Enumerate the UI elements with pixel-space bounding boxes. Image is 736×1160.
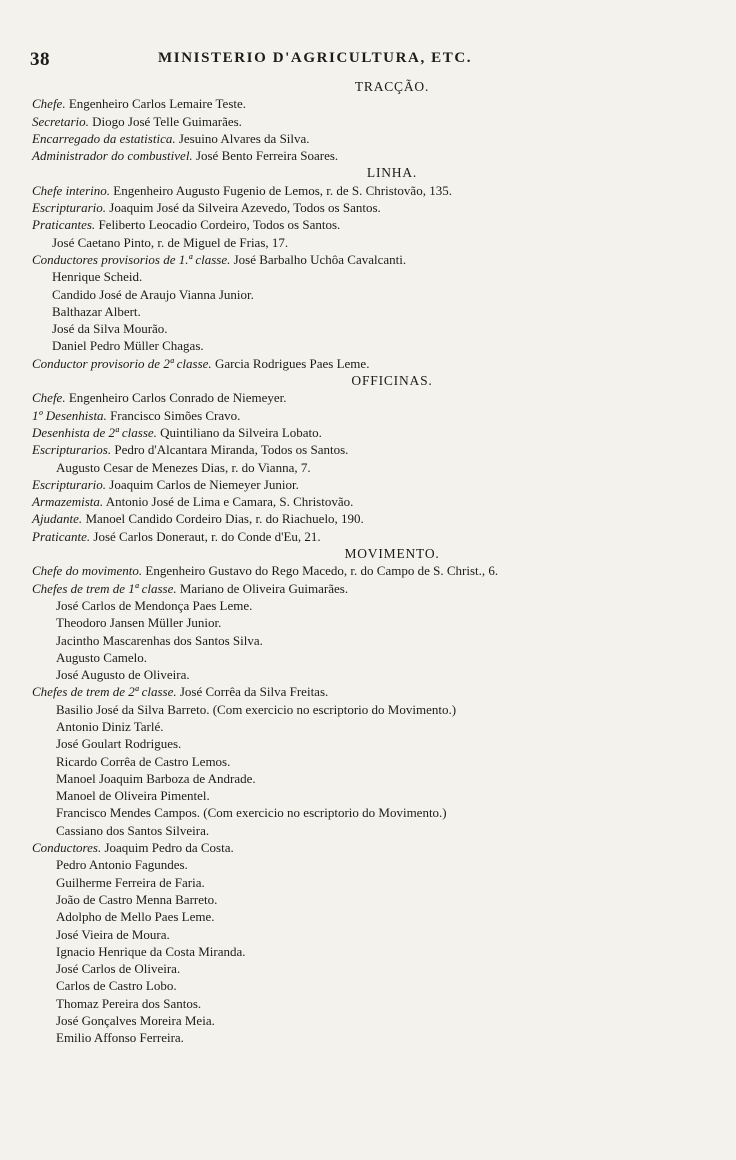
entry-line — [32, 234, 722, 251]
section-title: TRACÇÃO. — [354, 79, 430, 94]
entry-line — [32, 337, 722, 354]
entry-role: Praticantes. — [32, 217, 96, 233]
entry-line — [32, 216, 722, 233]
entry-role: Conductores. — [32, 840, 102, 856]
entry-role: Conductor provisorio de 2ª classe. — [32, 355, 212, 371]
entry-line — [32, 459, 722, 476]
entry-text: José Carlos de Oliveira. — [56, 961, 181, 977]
entry-line — [32, 874, 722, 891]
entry-text: Joaquim José da Silveira Azevedo, Todos os Santos. — [109, 200, 381, 216]
entry-text: Thomaz Pereira dos Santos. — [56, 995, 202, 1011]
entry-line — [32, 355, 722, 372]
entry-role: Chefe do movimento. — [32, 563, 143, 579]
entry-text: Carlos de Castro Lobo. — [56, 978, 177, 994]
entry-role: Administrador do combustivel. — [32, 148, 193, 164]
entry-text: José Carlos de Mendonça Paes Leme. — [56, 597, 253, 613]
entry-text: Adolpho de Mello Paes Leme. — [56, 909, 215, 925]
entry-line — [32, 441, 722, 458]
entry-text: Antonio José de Lima e Camara, S. Christovão. — [105, 494, 354, 510]
entry-text: José da Silva Mourão. — [52, 321, 168, 337]
entry-line — [32, 320, 722, 337]
page-number: 38 — [30, 49, 50, 70]
entry-text: Manoel Joaquim Barboza de Andrade. — [56, 770, 256, 786]
entry-line — [32, 493, 722, 510]
entry-text: Engenheiro Carlos Conrado de Niemeyer. — [68, 390, 287, 406]
entry-line — [32, 268, 722, 285]
entry-text: Cassiano dos Santos Silveira. — [56, 822, 210, 838]
entry-text: Henrique Scheid. — [52, 269, 143, 285]
entry-line — [32, 389, 722, 406]
entry-line — [32, 476, 722, 493]
entry-text: Daniel Pedro Müller Chagas. — [52, 338, 204, 354]
entry-text: Pedro Antonio Fagundes. — [56, 857, 188, 873]
entry-line — [32, 822, 722, 839]
entry-text: Ignacio Henrique da Costa Miranda. — [56, 943, 246, 959]
entry-text: Manoel de Oliveira Pimentel. — [56, 788, 210, 804]
entry-line — [32, 856, 722, 873]
entry-line — [32, 632, 722, 649]
entry-text: Garcia Rodrigues Paes Leme. — [214, 355, 370, 371]
entry-text: João de Castro Menna Barreto. — [56, 891, 218, 907]
entry-text: José Goulart Rodrigues. — [56, 736, 182, 752]
entry-text: Manoel Candido Cordeiro Dias, r. do Riachuelo, 190. — [85, 511, 364, 527]
entry-line — [32, 735, 722, 752]
entry-line — [32, 649, 722, 666]
entry-text: José Caetano Pinto, r. de Miguel de Frias, 17. — [52, 234, 289, 250]
entry-line — [32, 770, 722, 787]
entry-line — [32, 683, 722, 700]
entry-role: Encarregado da estatistica. — [32, 130, 176, 146]
entry-text: Joaquim Pedro da Costa. — [104, 840, 234, 856]
entry-role: Armazemista. — [32, 494, 104, 510]
entry-text: Mariano de Oliveira Guimarães. — [179, 580, 349, 596]
entry-line — [32, 908, 722, 925]
entry-role: Ajudante. — [32, 511, 83, 527]
entry-line — [32, 510, 722, 527]
entry-line — [32, 1012, 722, 1029]
entry-line — [32, 303, 722, 320]
entry-text: José Barbalho Uchôa Cavalcanti. — [233, 251, 407, 267]
entry-line — [32, 597, 722, 614]
entry-role: Escripturario. — [32, 200, 107, 216]
entry-text: Engenheiro Carlos Lemaire Teste. — [68, 96, 247, 112]
entry-line — [32, 199, 722, 216]
running-header: MINISTERIO D'AGRICULTURA, ETC. — [158, 50, 473, 66]
entry-role: Chefe interino. — [32, 182, 110, 198]
entry-text: Candido José de Araujo Vianna Junior. — [52, 286, 254, 302]
entry-role: Chefes de trem de 2ª classe. — [32, 684, 177, 700]
entry-text: Jacintho Mascarenhas dos Santos Silva. — [56, 632, 263, 648]
entry-text: José Augusto de Oliveira. — [56, 667, 190, 683]
entry-text: Augusto Camelo. — [56, 649, 147, 665]
entry-text: Diogo José Telle Guimarães. — [92, 113, 242, 129]
entry-line — [32, 891, 722, 908]
entry-text: José Vieira de Moura. — [56, 926, 170, 942]
entry-text: Ricardo Corrêa de Castro Lemos. — [56, 753, 231, 769]
entry-role: 1º Desenhista. — [32, 407, 107, 423]
entry-line — [32, 753, 722, 770]
entry-role: Desenhista de 2ª classe. — [32, 424, 157, 440]
entry-text: Guilherme Ferreira de Faria. — [56, 874, 205, 890]
entry-role: Conductores provisorios de 1.ª classe. — [32, 251, 231, 267]
entry-role: Chefe. — [32, 96, 66, 112]
entry-line — [32, 286, 722, 303]
entry-role: Escripturario. — [32, 476, 107, 492]
entry-text: Francisco Simões Cravo. — [110, 407, 241, 423]
entry-line — [32, 718, 722, 735]
entry-line — [32, 580, 722, 597]
entry-text: Theodoro Jansen Müller Junior. — [56, 615, 222, 631]
entry-text: José Bento Ferreira Soares. — [195, 148, 339, 164]
entry-text: Augusto Cesar de Menezes Dias, r. do Vianna, 7. — [56, 459, 311, 475]
entry-line — [32, 804, 722, 821]
entry-line — [32, 95, 722, 112]
entry-line — [32, 562, 722, 579]
entry-role: Secretario. — [32, 113, 89, 129]
entry-text: José Gonçalves Moreira Meia. — [56, 1013, 215, 1029]
entry-text: Quintiliano da Silveira Lobato. — [160, 424, 322, 440]
entry-role: Chefe. — [32, 390, 66, 406]
section-title: LINHA. — [366, 165, 418, 181]
entry-text: Joaquim Carlos de Niemeyer Junior. — [109, 476, 299, 492]
entry-line — [32, 995, 722, 1012]
entry-line — [32, 113, 722, 130]
entry-line — [32, 926, 722, 943]
entry-text: Emilio Affonso Ferreira. — [56, 1030, 184, 1046]
entry-text: Basilio José da Silva Barreto. (Com exercicio no escriptorio do Movimento.) — [56, 701, 457, 717]
entry-line — [32, 977, 722, 994]
entry-text: Engenheiro Gustavo do Rego Macedo, r. do Campo de S. Christ., 6. — [145, 563, 499, 579]
entry-line — [32, 701, 722, 718]
entry-role: Praticante. — [32, 528, 91, 544]
entry-line — [32, 130, 722, 147]
section-title: MOVIMENTO. — [344, 546, 440, 562]
entry-line — [32, 943, 722, 960]
entry-line — [32, 787, 722, 804]
entry-line — [32, 839, 722, 856]
page-content — [32, 78, 722, 1047]
section-title: OFFICINAS. — [351, 373, 433, 389]
entry-role: Escripturarios. — [32, 442, 112, 458]
entry-text: Francisco Mendes Campos. (Com exercicio no escriptorio do Movimento.) — [56, 805, 447, 821]
entry-line — [32, 528, 722, 545]
entry-text: Engenheiro Augusto Fugenio de Lemos, r. de S. Christovão, 135. — [113, 182, 452, 198]
entry-text: Pedro d'Alcantara Miranda, Todos os Santos. — [114, 442, 349, 458]
entry-line — [32, 424, 722, 441]
entry-line — [32, 614, 722, 631]
entry-line — [32, 666, 722, 683]
entry-text: Balthazar Albert. — [52, 303, 141, 319]
entry-line — [32, 182, 722, 199]
entry-text: José Corrêa da Silva Freitas. — [179, 684, 329, 700]
entry-text: Jesuino Alvares da Silva. — [178, 130, 310, 146]
entry-line — [32, 251, 722, 268]
entry-line — [32, 960, 722, 977]
entry-text: José Carlos Doneraut, r. do Conde d'Eu, 21. — [93, 528, 321, 544]
entry-text: Antonio Diniz Tarlé. — [56, 718, 164, 734]
entry-line — [32, 1029, 722, 1046]
entry-line — [32, 147, 722, 164]
entry-text: Feliberto Leocadio Cordeiro, Todos os Santos. — [98, 217, 341, 233]
entry-role: Chefes de trem de 1ª classe. — [32, 580, 177, 596]
entry-line — [32, 407, 722, 424]
